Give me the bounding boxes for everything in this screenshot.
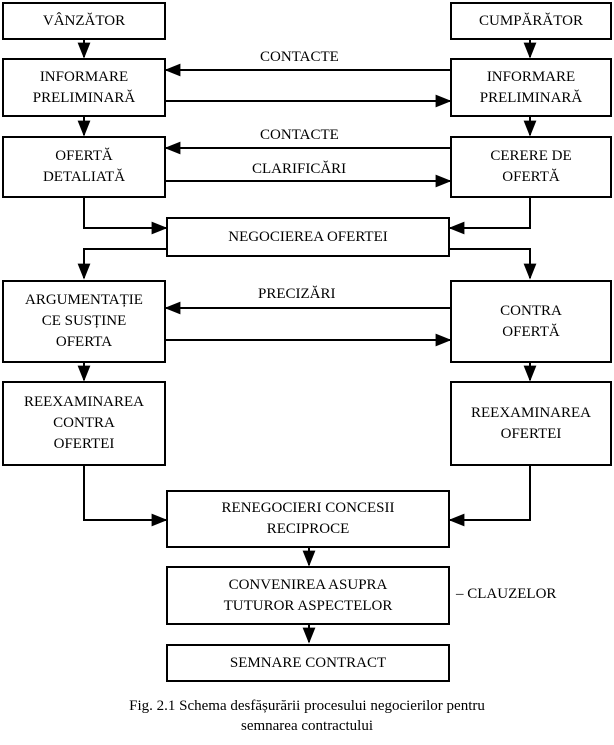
arrow-request-to-negotiation [450, 198, 530, 228]
reexam-offer-box: REEXAMINAREA OFERTEI [450, 381, 612, 466]
reexam-counter-box: REEXAMINAREA CONTRA OFERTEI [2, 381, 166, 466]
signing-box: SEMNARE CONTRACT [166, 644, 450, 682]
counter-offer-box: CONTRA OFERTĂ [450, 280, 612, 363]
info-left-box: INFORMARE PRELIMINARĂ [2, 58, 166, 117]
negotiation-box: NEGOCIEREA OFERTEI [166, 217, 450, 257]
label-clarifications: CLARIFICĂRI [252, 161, 347, 177]
label-contacts-2: CONTACTE [260, 127, 339, 143]
caption-line-2: semnarea contractului [240, 718, 374, 734]
arrow-reexam-offer-to-renegotiation [450, 466, 530, 520]
buyer-box: CUMPĂRĂTOR [450, 2, 612, 40]
offer-request-box: CERERE DE OFERTĂ [450, 136, 612, 198]
label-clauses: – CLAUZELOR [456, 586, 557, 602]
arrow-negotiation-to-counter [450, 249, 530, 278]
argumentation-box: ARGUMENTAȚIE CE SUSȚINE OFERTA [2, 280, 166, 363]
caption-line-1: Fig. 2.1 Schema desfășurării procesului negocierilor pentru [129, 698, 485, 714]
info-right-box: INFORMARE PRELIMINARĂ [450, 58, 612, 117]
offer-detailed-box: OFERTĂ DETALIATĂ [2, 136, 166, 198]
arrow-reexam-counter-to-renegotiation [84, 466, 166, 520]
figure-caption [0, 696, 614, 736]
label-precisions: PRECIZĂRI [258, 286, 336, 302]
renegotiation-box: RENEGOCIERI CONCESII RECIPROCE [166, 490, 450, 548]
arrow-negotiation-to-argumentation [84, 249, 166, 278]
arrow-offer-to-negotiation [84, 198, 166, 228]
label-contacts-1: CONTACTE [260, 49, 339, 65]
seller-box: VÂNZĂTOR [2, 2, 166, 40]
agreement-box: CONVENIREA ASUPRA TUTUROR ASPECTELOR [166, 566, 450, 625]
